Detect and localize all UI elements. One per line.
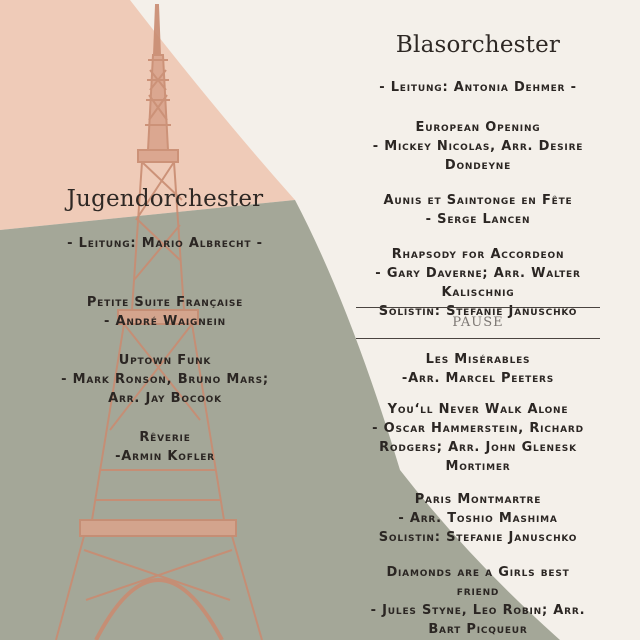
youth-orchestra-leader: - Leitung: Mario Albrecht - [67, 236, 263, 251]
piece-title: Aunis et Saintonge en Fête [383, 193, 573, 208]
piece-credit: Arr. Jay Bocook [108, 391, 222, 406]
piece-credit: - Oscar Hammerstein, Richard [372, 421, 584, 436]
wind-orchestra-title: Blasorchester [395, 32, 561, 58]
program-item [348, 563, 608, 639]
piece-title: Les Misérables [425, 352, 531, 367]
wind-orchestra-section-part2 [348, 350, 608, 639]
piece-title: Rhapsody for Accordeon [391, 247, 565, 262]
program-item [20, 351, 310, 408]
piece-title: Uptown Funk [118, 353, 212, 368]
piece-credit: -Armin Kofler [115, 449, 215, 464]
youth-orchestra-program [20, 293, 310, 466]
piece-credit: -Arr. Marcel Peeters [401, 371, 555, 386]
pause-divider: PAUSE [356, 307, 600, 339]
program-item [348, 350, 608, 388]
wind-orchestra-program-part2 [348, 350, 608, 639]
program-item [348, 191, 608, 229]
piece-credit: - Jules Styne, Leo Robin; Arr. [370, 603, 586, 618]
piece-title: Rêverie [139, 430, 191, 445]
program-item [20, 293, 310, 331]
piece-title: Paris Montmartre [414, 492, 542, 507]
piece-credit: Kalischnig [441, 285, 515, 300]
piece-credit: - André Waignein [104, 314, 226, 329]
piece-credit: Bart Picqueur [428, 622, 528, 637]
program-item [348, 400, 608, 476]
piece-credit: friend [456, 584, 500, 599]
program-item [20, 428, 310, 466]
piece-credit: - Mickey Nicolas, Arr. Desire [372, 139, 584, 154]
piece-title: You‘ll Never Walk Alone [387, 402, 569, 417]
wind-orchestra-section [348, 32, 608, 321]
piece-credit: Solistin: Stefanie Januschko [378, 530, 578, 545]
piece-credit: - Mark Ronson, Bruno Mars; [61, 372, 269, 387]
program-item [348, 490, 608, 547]
piece-credit: - Serge Lancen [425, 212, 531, 227]
piece-title: Petite Suite Française [86, 295, 244, 310]
piece-credit: Rodgers; Arr. John Glenesk [379, 440, 577, 455]
piece-credit: - Arr. Toshio Mashima [398, 511, 558, 526]
wind-orchestra-program-part1 [348, 118, 608, 321]
youth-orchestra-section [20, 186, 310, 466]
piece-credit: - Gary Daverne; Arr. Walter [375, 266, 581, 281]
piece-title: Diamonds are a Girls best [386, 565, 570, 580]
piece-credit: Solistin: Stefanie Januschko [378, 304, 578, 319]
piece-credit: Dondeyne [444, 158, 512, 173]
program-item [348, 118, 608, 175]
youth-orchestra-title: Jugendorchester [66, 186, 264, 212]
piece-credit: Mortimer [445, 459, 511, 474]
piece-title: European Opening [415, 120, 541, 135]
wind-orchestra-leader: - Leitung: Antonia Dehmer - [379, 80, 577, 95]
